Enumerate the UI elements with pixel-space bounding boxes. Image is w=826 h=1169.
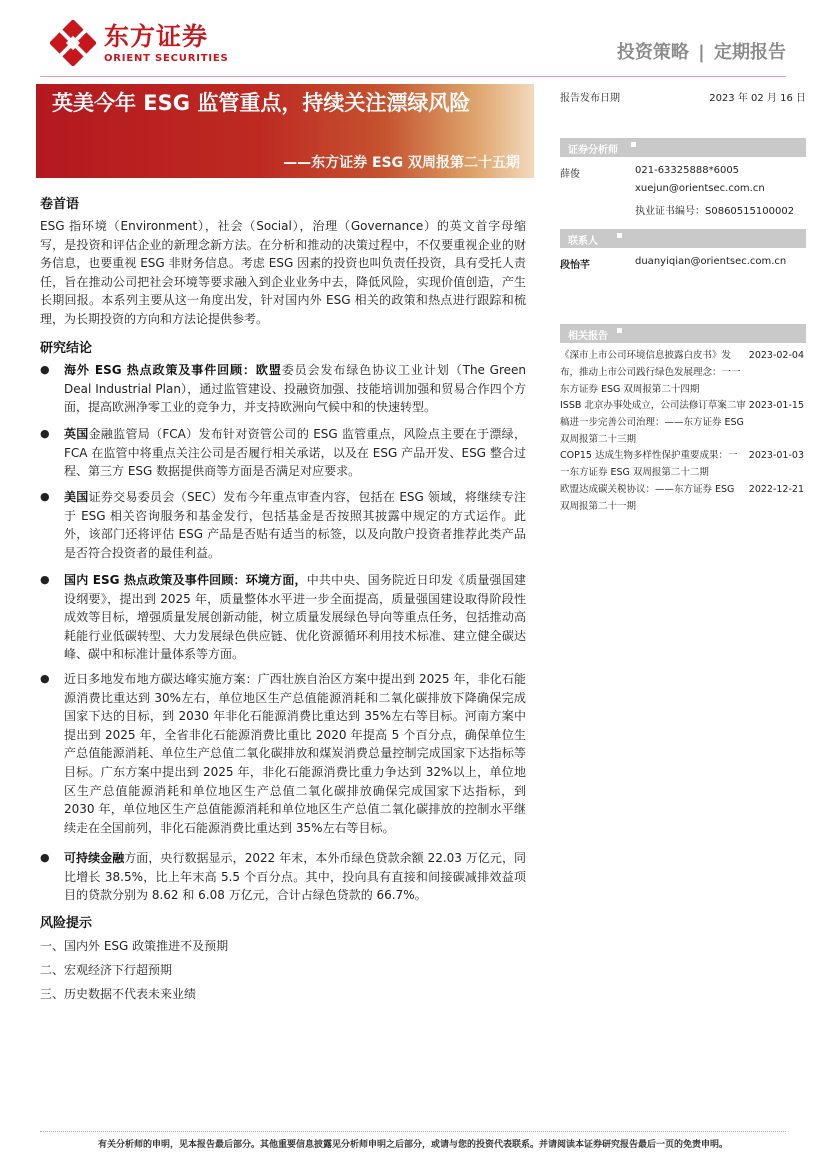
related-report-date: 2023-01-15 [748,400,804,411]
report-subtitle: ——东方证券 ESG 双周报第二十五期 [283,155,520,171]
publish-date-row [560,89,806,104]
risk-item: 一、国内外 ESG 政策推进不及预期 [40,939,229,953]
analyst-name: 薛俊 [560,169,580,180]
conclusion-item [40,425,526,481]
publish-date-value: 2023 年 02 月 16 日 [709,93,806,104]
conclusion-text: 委员会发布绿色协议工业计划（The Green Deal Industrial Plan），通过监管建设、投融资加强、技能培训加强和贸易合作四个方面，提高欧洲净零工业的竞争力，并支持欧洲向气候中和的快速转型。 [64,363,526,415]
related-report-title[interactable]: ISSB 北京办事处成立，公司法修订草案二审稿进一步完善公司治理：——东方证券 ESG 双周报第二十三期 [560,400,746,445]
analyst-phone: 021-63325888*6005 [635,165,740,176]
header-dots-icon: ▪ [630,139,637,150]
related-report-date: 2023-02-04 [748,350,804,361]
footer-divider [40,1131,786,1132]
orient-logo-icon [50,20,96,66]
conclusion-text: 方面，央行数据显示，2022 年末，本外币绿色贷款余额 22.03 万亿元，同比增长 38.5%，比上年末高 5.5 个百分点。其中，投向具有直接和间接碳减排效益项目的贷款分别为 8.62 和 6.08 万亿元，合计占绿色贷款的 66.7%。 [64,851,526,903]
conclusion-item [40,488,526,562]
analyst-header-label: 证券分析师 [568,145,618,156]
conclusion-text: 证券交易委员会（SEC）发布今年重点审查内容，包括在 ESG 领域，将继续专注于 ESG 相关咨询服务和基金发行，包括基金是否按照其披露中规定的方式运作。此外，该部门还将评估 ESG 产品是否贴有适当的标签，以及向散户投资者推荐此类产品是否符合投资者的最佳利益。 [64,490,526,560]
conclusion-bold: 英国 [64,427,89,441]
related-reports-header [560,324,806,343]
related-report-title[interactable]: 欧盟达成碳关税协议：——东方证券 ESG 双周报第二十一期 [560,484,735,512]
bullet-icon: ● [40,851,50,864]
related-report-item[interactable] [560,482,806,516]
conclusion-bold: 美国 [64,490,89,504]
conclusion-item [40,849,526,905]
category-label: 投资策略 [616,42,689,63]
related-report-item[interactable] [560,448,806,482]
conclusion-bold: 可持续金融 [64,851,125,865]
conclusion-item [40,571,526,664]
header-dots-icon: ▪ [616,325,623,336]
risk-item: 二、宏观经济下行超预期 [40,963,173,977]
related-report-title[interactable]: 《深市上市公司环境信息披露白皮书》发布，推动上市公司践行绿色发展理念：一一东方证券 ESG 双周报第二十四期 [560,350,741,395]
intro-paragraph: ESG 指环境（Environment），社会（Social），治理（Governance）的英文首字母缩写，是投资和评估企业的新理念新方法。在分析和推动的决策过程中，不仅要重视企业的财务信息，也要重视 ESG 非财务信息。考虑 ESG 因素的投资也叫负责任投资，具有受托人责任，旨在推动公司把社会环境等要求融入到企业业务中去，降低风险，实现价值创造，产生长期回报。本系列主要从这一角度出发，针对国内外 ESG 相关的政策和热点进行跟踪和梳理，为长期投资的方向和方法论提供参考。 [40,219,526,326]
contact-section-header [560,229,806,248]
conclusion-text: 近日多地发布地方碳达峰实施方案：广西壮族自治区方案中提出到 2025 年，非化石能源消费比重达到 30%左右，单位地区生产总值能源消耗和二氧化碳排放下降确保完成国家下达的目标，到 2030 年非化石能源消费比重达到 35%左右等目标。河南方案中提出到 2025 年，全省非化石能源消费比重比 2020 年提高 5 个百分点，确保单位生产总值能源消耗、单位生产总值二氧化碳排放和煤炭消费总量控制完成国家下达指标等目标。广东方案中提出到 2025 年，非化石能源消费比重力争达到 32%以上，单位地区生产总值能源消耗和单位地区生产总值二氧化碳排放确保完成国家下达指标，到 2030 年，单位地区生产总值能源消耗和单位地区生产总值二氧化碳排放的控制水平继续走在全国前列，非化石能源消费比重达到 35%左右等目标。 [64,672,526,835]
related-header-label: 相关报告 [568,331,608,342]
header-divider [40,76,786,77]
doc-type-label: 定期报告 [714,42,786,63]
contact-header-label: 联系人 [568,236,598,247]
related-report-date: 2022-12-21 [748,484,804,495]
conclusion-bold: 海外 ESG 热点政策及事件回顾：欧盟 [64,363,282,377]
bullet-icon: ● [40,427,50,440]
bullet-icon: ● [40,672,50,685]
footer-disclaimer: 有关分析师的申明，见本报告最后部分。其他重要信息披露见分析师申明之后部分，或请与您的投资代表联系。并请阅读本证券研究报告最后一页的免责申明。 [97,1140,728,1150]
report-title: 英美今年 ESG 监管重点，持续关注漂绿风险 [52,91,471,115]
related-report-title[interactable]: COP15 达成生物多样性保护重要成果：一一东方证券 ESG 双周报第二十二期 [560,450,738,478]
contact-name: 段怡芊 [560,260,590,271]
analyst-email[interactable]: xuejun@orientsec.com.cn [635,183,765,194]
analyst-cert: 执业证书编号：S0860515100002 [635,206,795,217]
related-report-date: 2023-01-03 [748,450,804,461]
risk-heading: 风险提示 [40,916,93,931]
logo-chinese-name: 东方证券 [104,21,209,51]
conclusion-item [40,670,526,837]
related-report-item[interactable] [560,398,806,448]
conclusion-text: 金融监管局（FCA）发布针对资管公司的 ESG 监管重点，风险点主要在于漂绿，FCA 在监管中将重点关注公司是否履行相关承诺，以及在 ESG 产品开发、ESG 整合过程、第三方 ESG 数据提供商等方面是否满足对应要求。 [64,427,526,479]
conclusion-text: 中共中央、国务院近日印发《质量强国建设纲要》，提出到 2025 年，质量整体水平进一步全面提高，质量强国建设取得阶段性成效等目标，增强质量发展创新动能，树立质量发展绿色导向等重点任务，包括推动高耗能行业低碳转型、大力发展绿色供应链、优化资源循环利用技术标准、建立健全碳达峰、碳中和标准计量体系等方面。 [64,573,526,662]
publish-date-label: 报告发布日期 [560,93,620,104]
header-separator: | [698,42,705,63]
contact-email[interactable]: duanyiqian@orientsec.com.cn [635,256,787,267]
bullet-icon: ● [40,363,50,376]
conclusion-bold: 国内 ESG 热点政策及事件回顾：环境方面， [64,573,307,587]
intro-heading: 卷首语 [40,197,80,212]
company-logo [50,20,229,66]
conclusion-item [40,361,526,417]
title-banner [36,84,534,178]
related-report-item[interactable] [560,348,806,398]
bullet-icon: ● [40,490,50,503]
risk-item: 三、历史数据不代表未来业绩 [40,987,197,1001]
conclusions-heading: 研究结论 [40,341,93,356]
report-category [617,38,786,64]
logo-english-name: ORIENT SECURITIES [104,52,229,64]
header-dots-icon: ▪ [616,230,623,241]
analyst-section-header [560,138,806,157]
bullet-icon: ● [40,573,50,586]
